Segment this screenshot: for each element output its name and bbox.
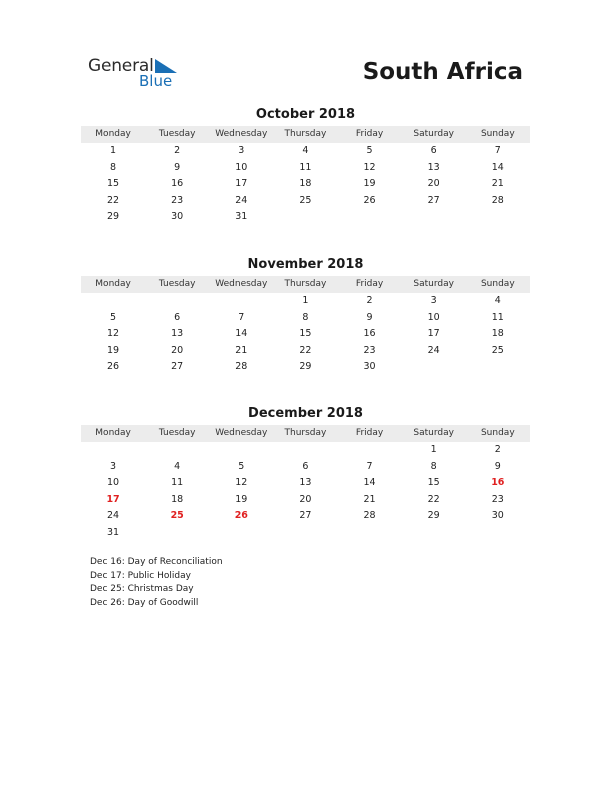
day-cell: 19: [363, 178, 376, 190]
day-cell: 15: [427, 477, 440, 489]
day-cell: 29: [107, 211, 120, 223]
day-cell: 23: [363, 344, 376, 356]
day-cell: 5: [238, 460, 245, 472]
day-cell: [402, 359, 466, 376]
day-cell: 10: [235, 161, 248, 173]
day-cell: 23: [491, 493, 504, 505]
day-cell: 2: [494, 444, 501, 455]
logo-blue-text: Blue: [139, 72, 173, 90]
day-cell: 29: [427, 510, 440, 522]
day-cell: 17: [235, 178, 248, 190]
day-cell: 20: [427, 178, 440, 190]
day-cell: 5: [366, 145, 373, 156]
day-cell: 12: [363, 161, 376, 173]
day-cell: 4: [302, 145, 309, 156]
day-cell: 20: [171, 344, 184, 356]
month-december: [81, 406, 530, 542]
day-cell: 31: [235, 211, 248, 223]
week-row: [81, 475, 530, 492]
day-cell: 26: [107, 361, 120, 373]
holiday-note: Dec 25: Christmas Day: [90, 584, 194, 594]
weekday-header: Friday: [355, 428, 384, 438]
month-october: [81, 107, 530, 226]
day-cell: 11: [299, 161, 312, 173]
day-cell: 3: [238, 145, 245, 156]
weekday-header-row: [81, 276, 530, 293]
day-cell: 30: [491, 510, 504, 522]
day-cell: [338, 442, 402, 459]
day-cell: 10: [107, 477, 120, 489]
week-row: [81, 326, 530, 343]
day-cell: 20: [299, 493, 312, 505]
day-cell: 17: [106, 493, 120, 505]
day-cell: 2: [366, 295, 373, 306]
day-cell: 25: [170, 510, 184, 522]
day-cell: 28: [491, 194, 504, 206]
day-cell: 4: [494, 295, 501, 306]
day-cell: 1: [430, 444, 437, 455]
day-cell: [338, 525, 402, 542]
week-row: [81, 193, 530, 210]
day-cell: 11: [171, 477, 184, 489]
day-cell: 16: [491, 477, 505, 489]
day-cell: 14: [235, 328, 248, 340]
weekday-header: Friday: [355, 129, 384, 139]
day-cell: 8: [430, 460, 437, 472]
weekday-header: Saturday: [413, 279, 454, 289]
day-cell: 11: [491, 311, 504, 323]
holiday-note: Dec 26: Day of Goodwill: [90, 597, 199, 608]
day-cell: [273, 442, 337, 459]
day-cell: 22: [427, 493, 440, 505]
day-cell: [273, 525, 337, 542]
country-title: South Africa: [362, 59, 523, 85]
week-row: [81, 176, 530, 193]
day-cell: 27: [171, 361, 184, 373]
day-cell: 19: [107, 344, 120, 356]
day-cell: 6: [302, 460, 309, 472]
day-cell: 13: [171, 328, 184, 340]
weekday-header: Monday: [95, 279, 131, 289]
day-cell: 28: [235, 361, 248, 373]
day-cell: 26: [234, 510, 248, 522]
day-cell: [145, 293, 209, 310]
week-row: [81, 343, 530, 360]
day-cell: [81, 293, 145, 310]
month-november: [81, 257, 530, 376]
day-cell: [273, 209, 337, 226]
weekday-header: Friday: [355, 279, 384, 289]
week-row: [81, 442, 530, 459]
weekday-header: Sunday: [480, 129, 515, 139]
day-cell: 3: [110, 460, 117, 472]
weekday-header: Sunday: [480, 279, 515, 289]
day-cell: 7: [238, 311, 245, 323]
day-cell: 24: [427, 344, 440, 356]
day-cell: [338, 209, 402, 226]
day-cell: 19: [235, 493, 248, 505]
day-cell: 9: [494, 460, 501, 472]
day-cell: 9: [366, 311, 373, 323]
day-cell: 25: [491, 344, 504, 356]
week-row: [81, 293, 530, 310]
day-cell: 9: [174, 161, 181, 173]
day-cell: 1: [110, 145, 117, 156]
day-cell: 18: [171, 493, 184, 505]
day-cell: 8: [302, 311, 309, 323]
day-cell: 26: [363, 194, 376, 206]
day-cell: 22: [299, 344, 312, 356]
week-row: [81, 310, 530, 327]
day-cell: 16: [171, 178, 184, 190]
day-cell: 12: [107, 328, 120, 340]
weekday-header: Tuesday: [158, 129, 196, 139]
day-cell: [402, 209, 466, 226]
weekday-header: Tuesday: [158, 279, 196, 289]
day-cell: 27: [427, 194, 440, 206]
day-cell: 7: [494, 145, 501, 156]
day-cell: 6: [174, 311, 181, 323]
week-row: [81, 160, 530, 177]
day-cell: 8: [110, 161, 117, 173]
day-cell: 13: [427, 161, 440, 173]
weekday-header: Thursday: [284, 129, 327, 139]
day-cell: 14: [491, 161, 504, 173]
day-cell: 16: [363, 328, 376, 340]
week-row: [81, 459, 530, 476]
month-title: November 2018: [247, 257, 364, 272]
month-title: December 2018: [248, 406, 363, 421]
week-row: [81, 143, 530, 160]
day-cell: 30: [363, 361, 376, 373]
day-cell: 18: [299, 178, 312, 190]
holiday-note: Dec 16: Day of Reconciliation: [90, 557, 223, 567]
day-cell: [466, 359, 530, 376]
day-cell: 23: [171, 194, 184, 206]
day-cell: 21: [491, 178, 504, 190]
holiday-notes: [90, 556, 223, 610]
day-cell: 18: [491, 328, 504, 340]
weekday-header: Wednesday: [215, 428, 268, 438]
weekday-header: Wednesday: [215, 279, 268, 289]
day-cell: 5: [110, 311, 117, 323]
day-cell: 31: [107, 526, 120, 538]
day-cell: 22: [107, 194, 120, 206]
day-cell: 24: [107, 510, 120, 522]
month-title: October 2018: [255, 107, 356, 122]
day-cell: [209, 525, 273, 542]
day-cell: 1: [302, 295, 309, 306]
week-row: [81, 359, 530, 376]
day-cell: 13: [299, 477, 312, 489]
day-cell: [209, 442, 273, 459]
weekday-header: Tuesday: [158, 428, 196, 438]
day-cell: 21: [363, 493, 376, 505]
brand-logo: [88, 56, 198, 92]
weekday-header: Sunday: [480, 428, 515, 438]
day-cell: 7: [366, 460, 373, 472]
weekday-header: Wednesday: [215, 129, 268, 139]
weekday-header-row: [81, 126, 530, 143]
day-cell: 29: [299, 361, 312, 373]
week-row: [81, 525, 530, 542]
day-cell: 30: [171, 211, 184, 223]
day-cell: 15: [107, 178, 120, 190]
day-cell: [466, 525, 530, 542]
logo-flag-icon: [155, 59, 177, 73]
day-cell: 12: [235, 477, 248, 489]
day-cell: 17: [427, 328, 440, 340]
day-cell: [145, 442, 209, 459]
day-cell: [81, 442, 145, 459]
day-cell: 4: [174, 460, 181, 472]
weekday-header: Monday: [95, 129, 131, 139]
day-cell: 15: [299, 328, 312, 340]
weekday-header: Thursday: [284, 428, 327, 438]
day-cell: 14: [363, 477, 376, 489]
day-cell: 6: [430, 145, 437, 156]
weekday-header: Saturday: [413, 129, 454, 139]
week-row: [81, 508, 530, 525]
day-cell: 21: [235, 344, 248, 356]
weekday-header-row: [81, 425, 530, 442]
day-cell: 27: [299, 510, 312, 522]
week-row: [81, 492, 530, 509]
weekday-header: Monday: [95, 428, 131, 438]
day-cell: [209, 293, 273, 310]
day-cell: 28: [363, 510, 376, 522]
day-cell: [402, 525, 466, 542]
day-cell: 25: [299, 194, 312, 206]
week-row: [81, 209, 530, 226]
day-cell: 10: [427, 311, 440, 323]
day-cell: 3: [430, 295, 437, 306]
weekday-header: Saturday: [413, 428, 454, 438]
holiday-note: Dec 17: Public Holiday: [90, 570, 191, 581]
day-cell: [466, 209, 530, 226]
day-cell: [145, 525, 209, 542]
logo-general-text: General: [88, 56, 154, 76]
weekday-header: Thursday: [284, 279, 327, 289]
day-cell: 24: [235, 194, 248, 206]
day-cell: 2: [174, 145, 181, 156]
